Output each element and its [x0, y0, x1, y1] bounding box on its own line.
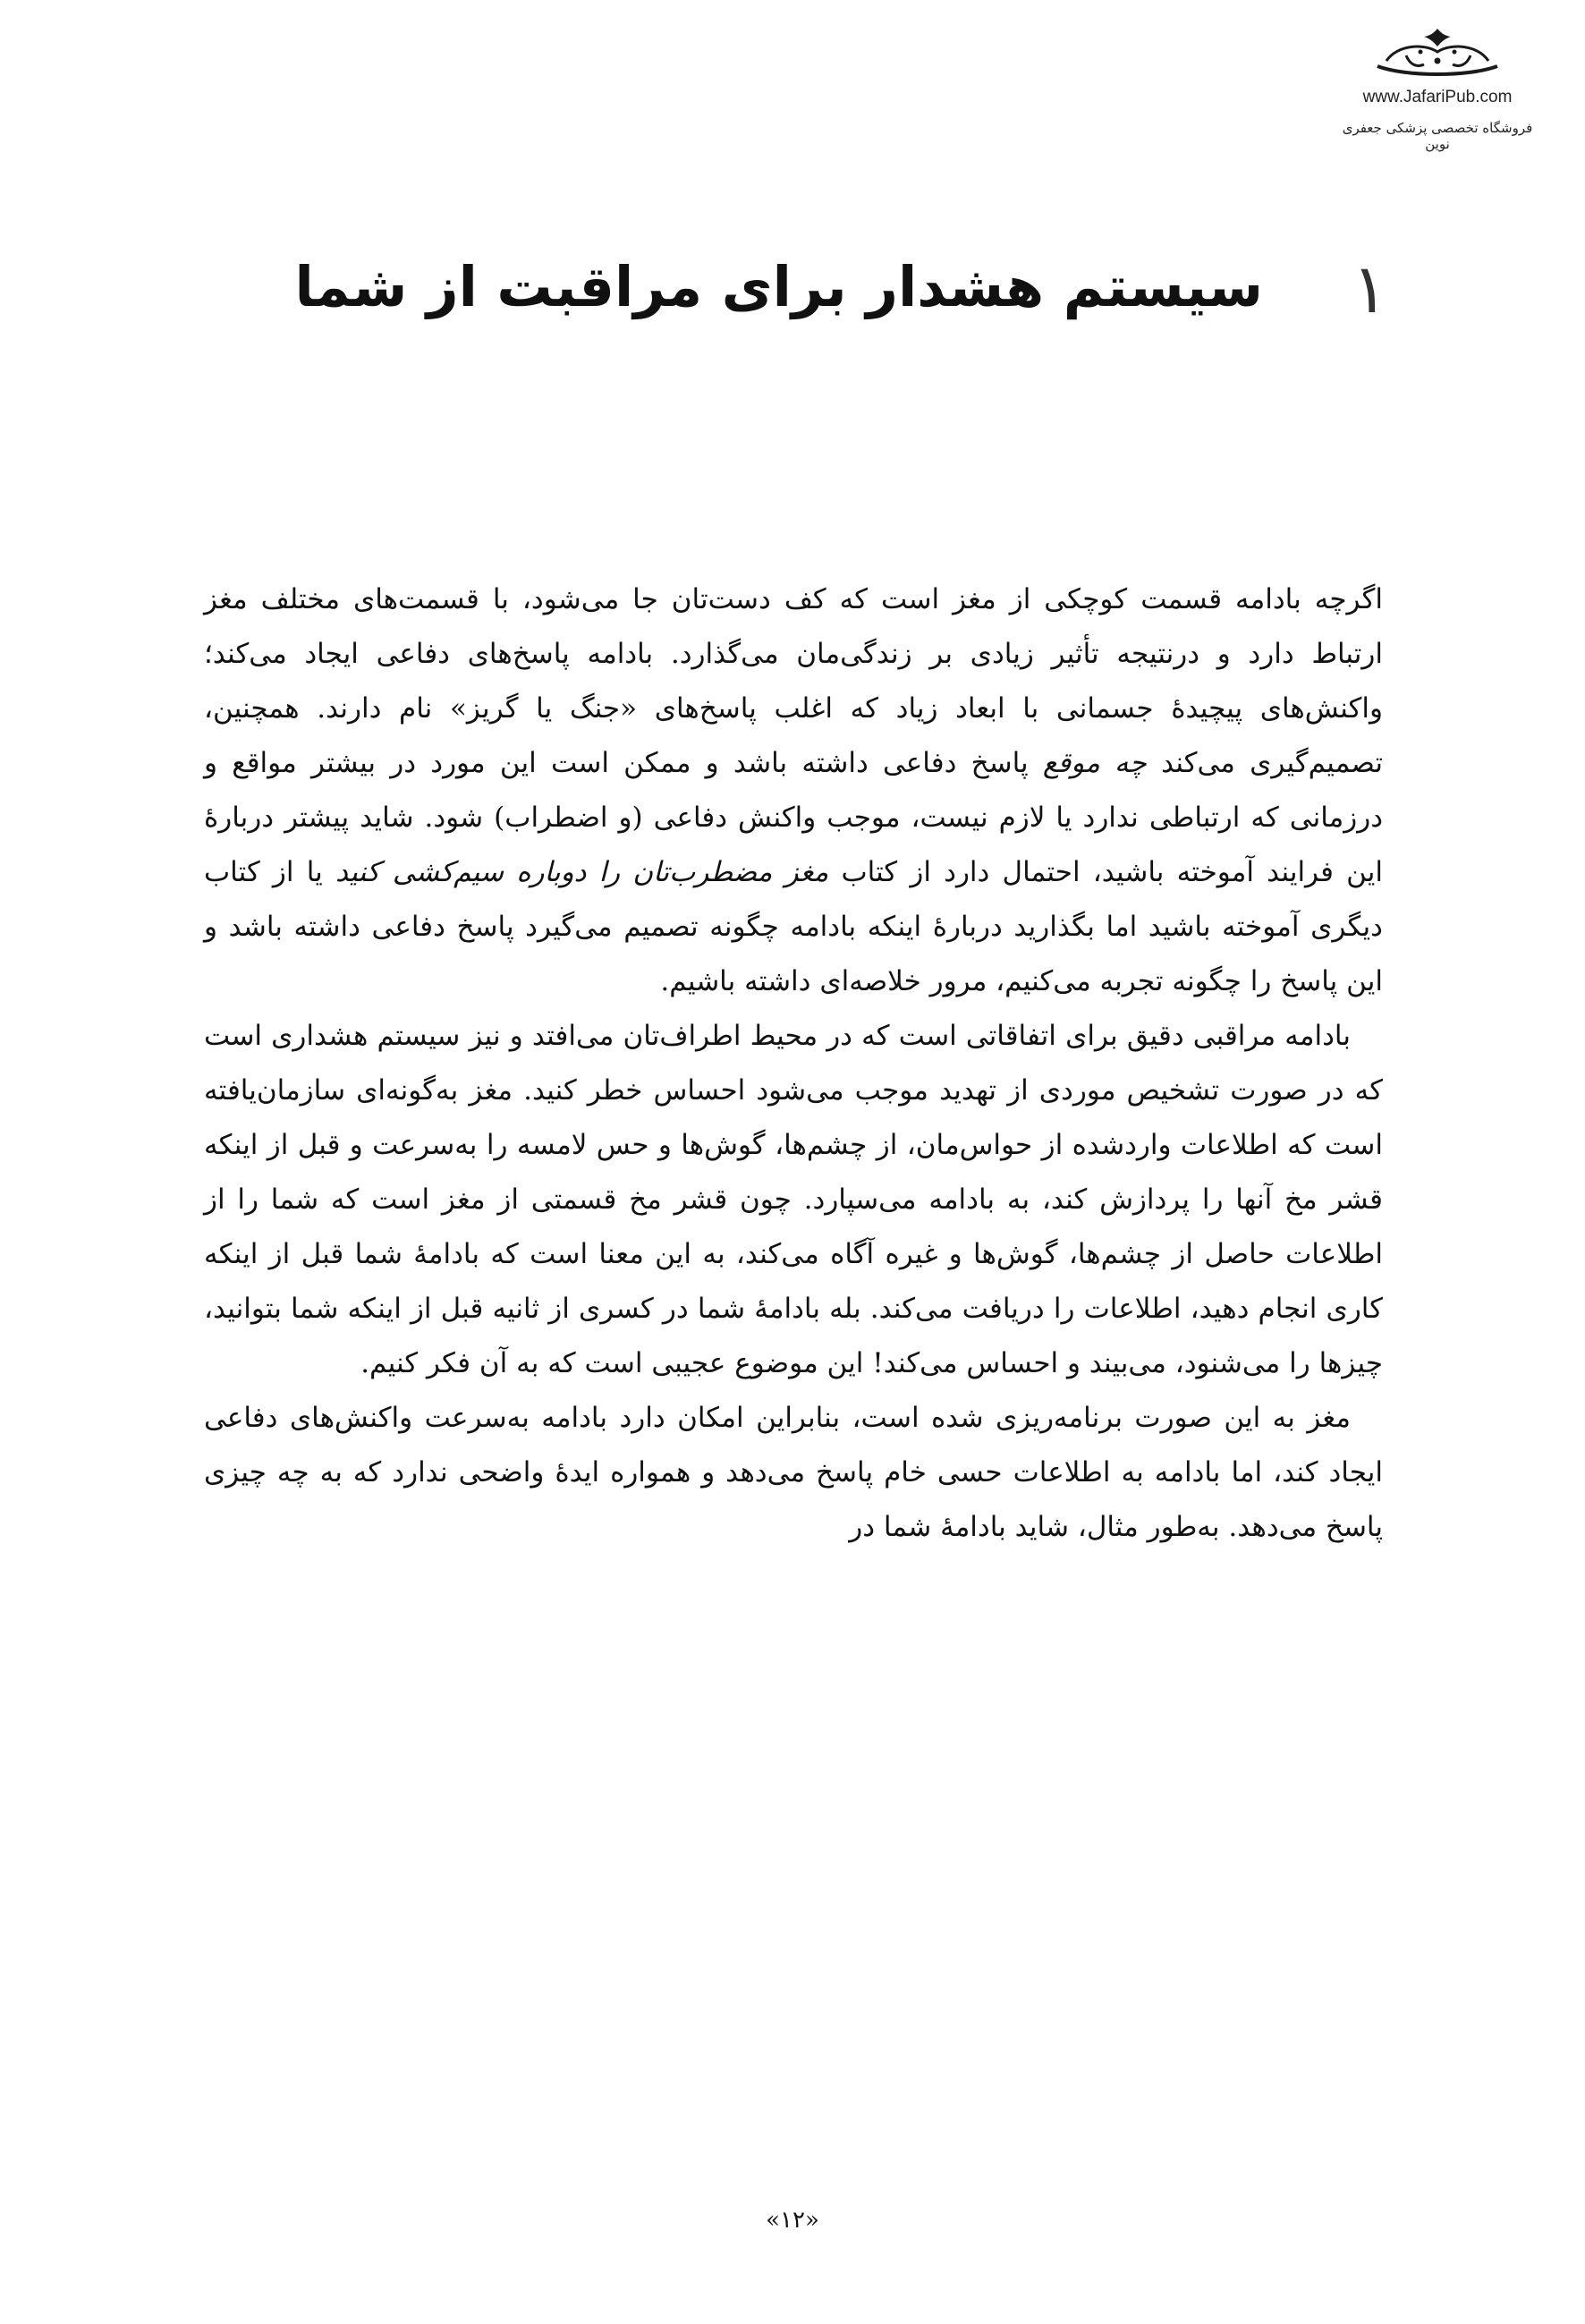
- italic-phrase-when: چه موقع: [1042, 747, 1147, 779]
- paragraph-1-part-1: اگرچه بادامه قسمت کوچکی از مغز است که کف دست‌تان جا می‌شود، با قسمت‌های مختلف مغز ارتباط دارد و درنتیجه تأثیر زیادی بر زندگی‌مان می‌گذارد. بادامه پاسخ‌های دفاعی ایجاد می‌کند؛ واکنش‌های پیچیدهٔ جسمانی با ابعاد زیاد که اغلب پاسخ‌های «جنگ یا گریز» نام دارند. همچنین، تصمیم‌گیری می‌کند: [204, 583, 1384, 779]
- paragraph-1: [204, 573, 1383, 1009]
- book-title-reference: مغز مضطرب‌تان را دوباره سیم‌کشی کنید: [335, 856, 829, 888]
- paragraph-2: بادامه مراقبی دقیق برای اتفاقاتی است که در محیط اطراف‌تان می‌افتد و نیز سیستم هشداری است که در صورت تشخیص موردی از تهدید موجب می‌شود احساس خطر کنید. مغز به‌گونه‌ای سازمان‌یافته است که اطلاعات واردشده از حواس‌مان، از چشم‌ها، گوش‌ها و حس لامسه را به‌سرعت و قبل از اینکه قشر مخ آنها را پردازش کند، به بادامه می‌سپارد. چون قشر مخ قسمتی از مغز است که شما را از اطلاعات حاصل از چشم‌ها، گوش‌ها و غیره آگاه می‌کند، به این معنا است که بادامهٔ شما قبل از اینکه کاری انجام دهید، اطلاعات را دریافت می‌کند. بله بادامهٔ شما در کسری از ثانیه قبل از اینکه شما بتوانید، چیزها را می‌شنود، می‌بیند و احساس می‌کند! این موضوع عجیبی است که به آن فکر کنیم.: [204, 1020, 1383, 1379]
- chapter-body: [204, 573, 1383, 1555]
- chapter-number: ۱: [1352, 249, 1388, 328]
- publisher-logo: [1335, 25, 1540, 152]
- paragraph-1-part-3: یا از کتاب دیگری آموخته باشید اما بگذارید دربارهٔ اینکه بادامه چگونه تصمیم می‌گیرد پاسخ دفاعی داشته باشد و این پاسخ را چگونه تجربه می‌کنیم، مرور خلاصه‌ای داشته باشیم.: [204, 856, 1383, 997]
- paragraph-3: مغز به این صورت برنامه‌ریزی شده است، بنابراین امکان دارد بادامه به‌سرعت واکنش‌های دفاعی ایجاد کند، اما بادامه به اطلاعات حسی خام پاسخ می‌دهد و همواره ایدهٔ واضحی ندارد که به چه چیزی پاسخ می‌دهد. به‌طور مثال، شاید بادامهٔ شما در: [204, 1402, 1383, 1543]
- jafari-pub-calligraphy-icon: [1370, 25, 1504, 82]
- paragraph-1-part-2: پاسخ دفاعی داشته باشد و ممکن است این مورد در بیشتر مواقع و درزمانی که ارتباطی ندارد یا لازم نیست، موجب واکنش دفاعی (و اضطراب) شود. شاید پیشتر دربارهٔ این فرایند آموخته باشید، احتمال دارد از کتاب: [204, 747, 1384, 888]
- page-number: «۱۲»: [766, 2207, 819, 2234]
- chapter-title: سیستم هشدار برای مراقبت از شما: [294, 254, 1263, 319]
- publisher-tagline: فروشگاه تخصصی پزشکی جعفری نوین: [1342, 120, 1533, 152]
- publisher-website: www.JafariPub.com: [1362, 88, 1513, 106]
- chapter-heading: [197, 242, 1388, 349]
